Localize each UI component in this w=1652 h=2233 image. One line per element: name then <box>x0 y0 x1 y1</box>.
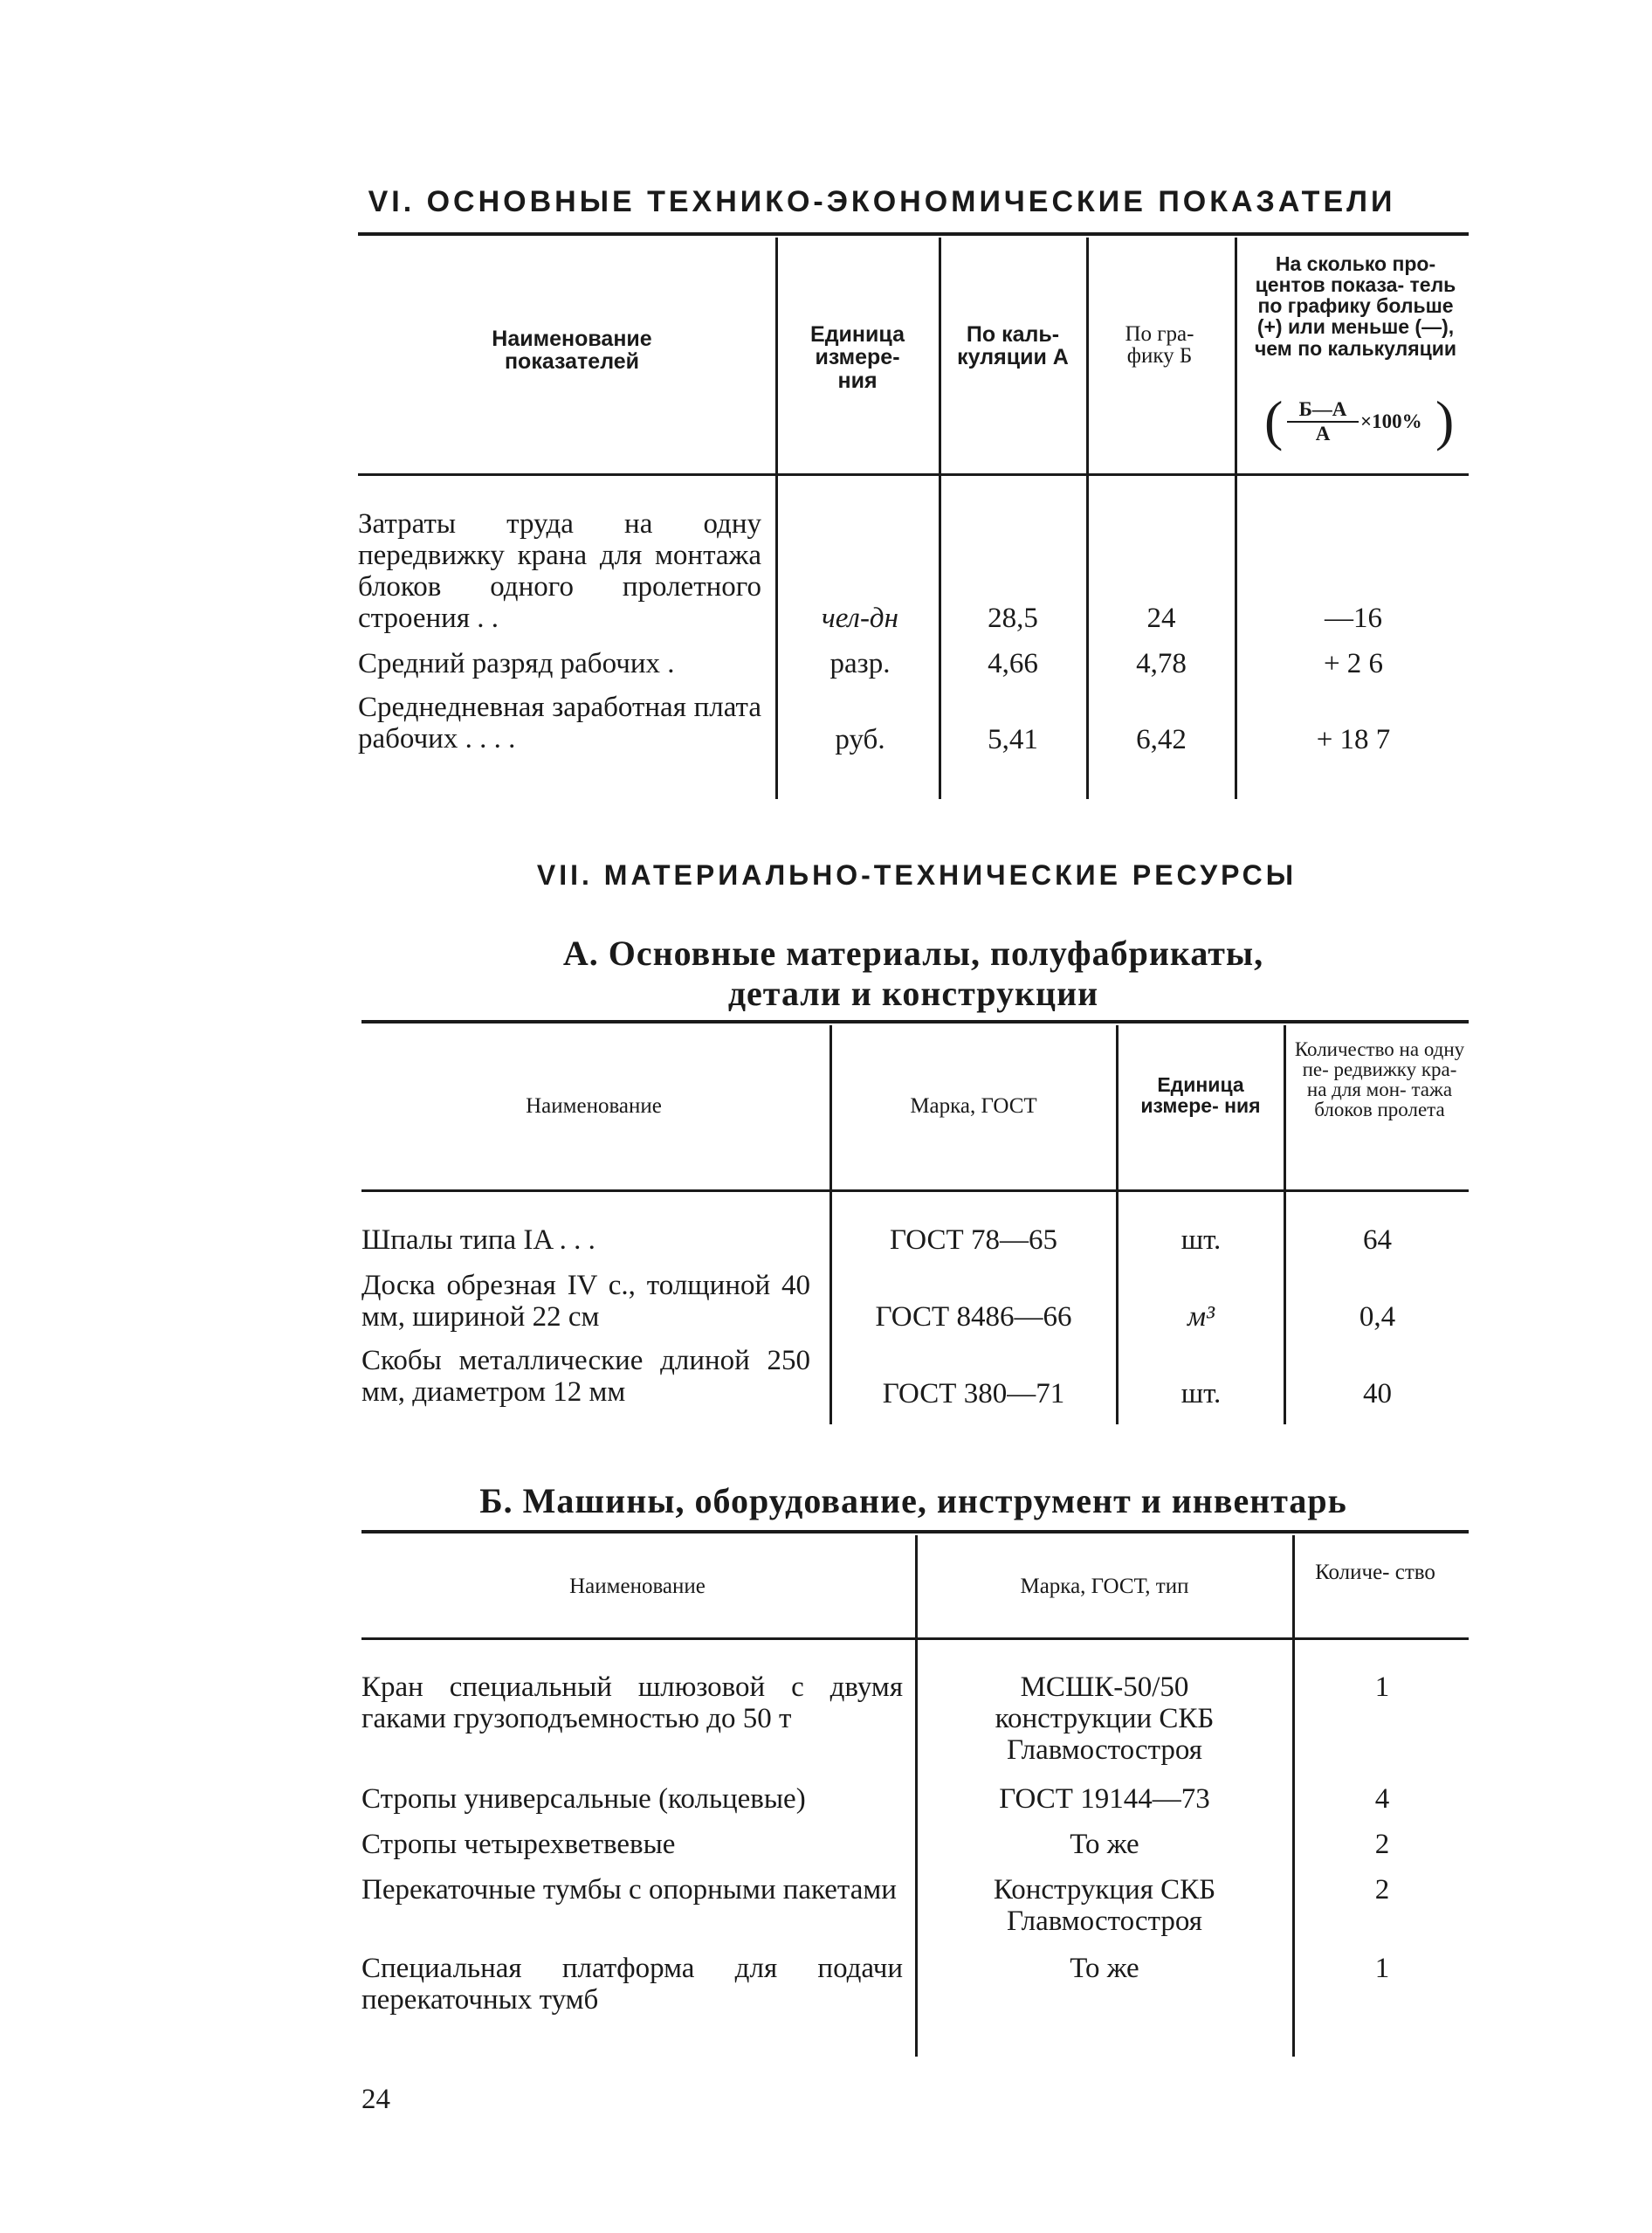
table2-top-rule <box>361 1020 1469 1023</box>
table2-row2-name: Доска обрезная IV с., толщиной 40 мм, шириной 22 см <box>361 1270 810 1333</box>
table2-row3-name: Скобы металлические длиной 250 мм, диаметром 12 мм <box>361 1345 810 1408</box>
page-number: 24 <box>361 2084 390 2115</box>
table3-row1-qty: 1 <box>1374 1671 1390 1703</box>
formula-multiplier: ×100% <box>1360 410 1422 432</box>
table1-divider <box>1086 238 1089 799</box>
table3-header-mark: Марка, ГОСТ, тип <box>1020 1575 1189 1598</box>
subB-title: Б. Машины, оборудование, инструмент и инвентарь <box>479 1481 1347 1520</box>
table1-row3-unit: руб. <box>835 724 885 755</box>
table1-row1-graph: 24 <box>1146 603 1176 634</box>
table3-divider <box>915 1535 918 2057</box>
table2-header-rule <box>361 1189 1469 1192</box>
table1-header-rule <box>358 473 1469 476</box>
table1-row2-name: Средний разряд рабочих . <box>358 648 675 679</box>
table1-row2-diff: + 2 6 <box>1323 648 1384 679</box>
table2-row1-unit: шт. <box>1180 1224 1222 1256</box>
table2-row2-qty: 0,4 <box>1359 1301 1396 1333</box>
formula-denominator: А <box>1315 423 1331 445</box>
subA-title-line1: А. Основные материалы, полуфабрикаты, <box>562 934 1264 973</box>
table3-row2-mark: ГОСТ 19144—73 <box>999 1783 1210 1815</box>
table1-header-unit: Единица измере- ния <box>810 322 905 393</box>
table3-row3-mark: То же <box>1070 1829 1139 1860</box>
table1-row1-calc: 28,5 <box>988 603 1038 634</box>
table1-row1-unit: чел-дн <box>821 603 898 634</box>
table3-row3-name: Стропы четырехветвевые <box>361 1829 676 1860</box>
table1-row3-calc: 5,41 <box>988 724 1038 755</box>
table3-row3-qty: 2 <box>1374 1829 1390 1860</box>
table1-header-graph: По гра- фику Б <box>1125 322 1194 368</box>
table2-row1-qty: 64 <box>1363 1224 1392 1256</box>
table2-header-qty: Количество на одну пе- редвижку кра- на для мон- тажа блоков пролета <box>1294 1038 1465 1120</box>
table1-row2-graph: 4,78 <box>1136 648 1187 679</box>
table2-divider <box>1284 1025 1286 1424</box>
table2-row2-unit: м³ <box>1187 1301 1215 1333</box>
table3-row1-name: Кран специальный шлюзовой с двумя гаками грузоподъемностью до 50 т <box>361 1671 903 1734</box>
table1-header-name: Наименование показателей <box>492 327 652 375</box>
table1-divider <box>939 238 941 799</box>
table2-row3-qty: 40 <box>1363 1378 1392 1409</box>
table2-row2-mark: ГОСТ 8486—66 <box>875 1301 1072 1333</box>
table3-row4-qty: 2 <box>1374 1874 1390 1906</box>
table1-row2-calc: 4,66 <box>988 648 1038 679</box>
table2-row3-unit: шт. <box>1180 1378 1222 1409</box>
table3-row5-qty: 1 <box>1374 1953 1390 1984</box>
table2-row1-name: Шпалы типа IA . . . <box>361 1224 595 1256</box>
table3-row1-mark: МСШК-50/50 конструкции СКБ Главмостостроя <box>995 1671 1215 1766</box>
table2-divider <box>1116 1025 1119 1424</box>
table1-divider <box>775 238 778 799</box>
table2-row1-mark: ГОСТ 78—65 <box>890 1224 1057 1256</box>
section6-title: VI. ОСНОВНЫЕ ТЕХНИКО-ЭКОНОМИЧЕСКИЕ ПОКАЗАТЕЛИ <box>368 185 1396 218</box>
table3-divider <box>1292 1535 1295 2057</box>
table1-row3-diff: + 18 7 <box>1316 724 1391 755</box>
table1-divider <box>1235 238 1237 799</box>
table3-row4-name: Перекаточные тумбы с опорными пакетами <box>361 1874 897 1906</box>
table1-header-diff: На сколько про- центов показа- тель по графику больше (+) или меньше (—), чем по калькуляции <box>1254 252 1457 360</box>
table1-row3-name: Среднедневная заработная плата рабочих . . . . <box>358 692 761 755</box>
subA-title-line2: детали и конструкции <box>727 974 1099 1013</box>
table3-header-qty: Количе- ство <box>1315 1561 1435 1584</box>
section7-title: VII. МАТЕРИАЛЬНО-ТЕХНИЧЕСКИЕ РЕСУРСЫ <box>536 859 1298 891</box>
table2-header-mark: Марка, ГОСТ <box>910 1094 1037 1118</box>
table3-row2-qty: 4 <box>1374 1783 1390 1815</box>
table3-row5-name: Специальная платформа для подачи перекаточных тумб <box>361 1953 903 2016</box>
table2-row3-mark: ГОСТ 380—71 <box>882 1378 1065 1409</box>
table3-row4-mark: Конструкция СКБ Главмостостроя <box>993 1874 1216 1937</box>
table3-header-name: Наименование <box>569 1575 706 1598</box>
table3-row2-name: Стропы универсальные (кольцевые) <box>361 1783 806 1815</box>
table1-row1-name: Затраты труда на одну передвижку крана для монтажа блоков одного пролетного строения . . <box>358 508 761 634</box>
table1-row3-graph: 6,42 <box>1136 724 1187 755</box>
table3-header-rule <box>361 1637 1469 1640</box>
table3-row5-mark: То же <box>1070 1953 1139 1984</box>
table1-row2-unit: разр. <box>829 648 891 679</box>
formula-numerator: Б—А <box>1287 398 1359 423</box>
table2-divider <box>829 1025 832 1424</box>
table2-header-unit: Единица измере- ния <box>1140 1073 1261 1118</box>
table2-header-name: Наименование <box>526 1094 662 1118</box>
table3-top-rule <box>361 1530 1469 1533</box>
table1-header-calc: По каль- куляции А <box>957 322 1069 370</box>
table1-top-rule <box>358 232 1469 236</box>
table1-row1-diff: —16 <box>1325 603 1382 634</box>
